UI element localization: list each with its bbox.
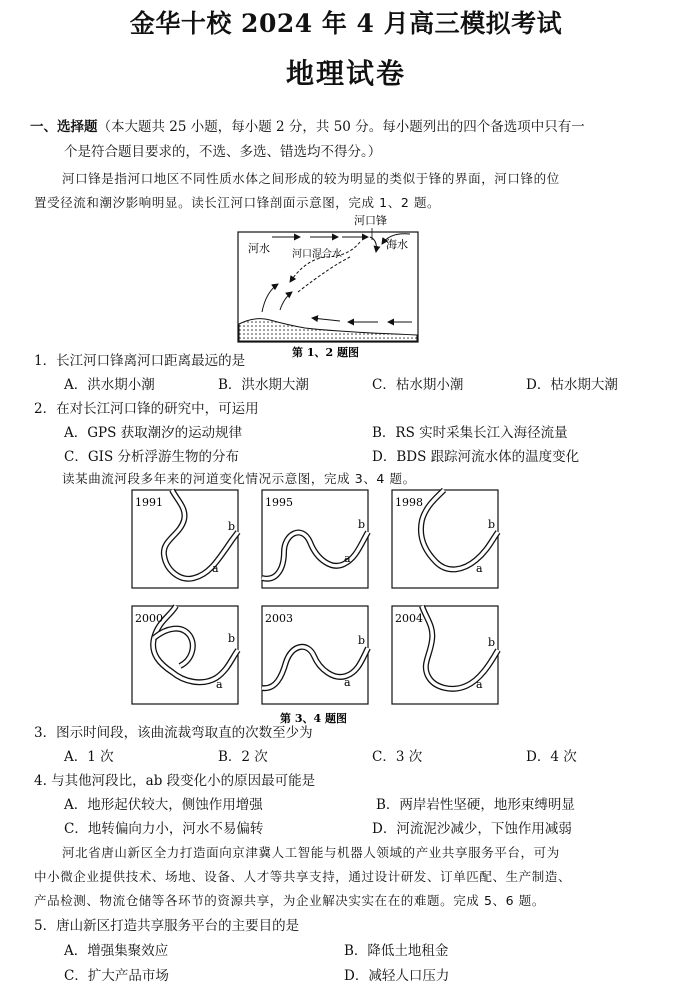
panel-label-a-2000: a xyxy=(216,678,223,691)
label-sea-water: 海水 xyxy=(386,238,408,251)
panel-label-a-1998: a xyxy=(476,562,483,575)
figure-1-caption: 第 1、2 题图 xyxy=(292,346,359,359)
meander-change-figure xyxy=(128,488,504,724)
exam-subtitle: 地理试卷 xyxy=(285,57,406,90)
q4-option-d: D．河流泥沙减少，下蚀作用减弱 xyxy=(372,821,572,837)
passage-3-line-2: 中小微企业提供技术、场地、设备、人才等共享支持，通过设计研发、订单匹配、生产制造、 xyxy=(34,869,572,884)
meander-panel-2003 xyxy=(262,606,368,704)
section-instructions: （本大题共 25 小题，每小题 2 分，共 50 分。每小题列出的四个备选项中只有一 xyxy=(97,119,585,135)
panel-label-a-1995: a xyxy=(344,552,351,565)
passage-2-line-1: 读某曲流河段多年来的河道变化情况示意图，完成 3、4 题。 xyxy=(62,471,416,486)
panel-year-2000: 2000 xyxy=(135,612,163,625)
meander-panel-1991 xyxy=(132,490,238,588)
section-instructions-cont: 个是符合题目要求的，不选、多选、错选均不得分。） xyxy=(64,144,382,160)
panel-label-a-1991: a xyxy=(212,562,219,575)
meander-panel-2000 xyxy=(132,606,238,704)
question-1-stem: 1．长江河口锋离河口距离最远的是 xyxy=(34,353,246,369)
q3-option-b: B．2 次 xyxy=(218,749,268,765)
q5-option-c: C．扩大产品市场 xyxy=(64,968,169,984)
exam-title: 金华十校 2024 年 4 月高三模拟考试 xyxy=(129,9,563,38)
question-4-stem: 4. 与其他河段比，ab 段变化小的原因最可能是 xyxy=(34,773,316,789)
label-mixed-water: 河口混合水 xyxy=(292,249,342,260)
estuary-front-diagram xyxy=(230,212,430,360)
panel-label-b-2004: b xyxy=(488,636,496,649)
q4-option-a: A．地形起伏较大，侧蚀作用增强 xyxy=(64,797,263,813)
q1-option-d: D．枯水期大潮 xyxy=(526,377,618,393)
panel-label-a-2004: a xyxy=(476,678,483,691)
figure-2-caption: 第 3、4 题图 xyxy=(280,712,347,724)
q4-option-c: C．地转偏向力小，河水不易偏转 xyxy=(64,821,264,837)
question-5-stem: 5．唐山新区打造共享服务平台的主要目的是 xyxy=(34,918,300,934)
q5-option-b: B．降低土地租金 xyxy=(344,943,449,959)
q4-option-b: B．两岸岩性坚硬，地形束缚明显 xyxy=(376,797,575,813)
q5-option-d: D．减轻人口压力 xyxy=(344,968,450,984)
panel-label-b-1998: b xyxy=(488,518,496,531)
panel-year-2003: 2003 xyxy=(265,612,293,625)
q1-option-c: C．枯水期小潮 xyxy=(372,377,464,393)
question-2-stem: 2．在对长江河口锋的研究中，可运用 xyxy=(34,401,259,417)
panel-year-1998: 1998 xyxy=(395,496,423,509)
label-river-water: 河水 xyxy=(248,242,270,255)
meander-panel-1995 xyxy=(262,490,368,588)
q3-option-d: D．4 次 xyxy=(526,749,577,765)
passage-1-line-1: 河口锋是指河口地区不同性质水体之间形成的较为明显的类似于锋的界面，河口锋的位 xyxy=(62,171,560,186)
section-heading-line xyxy=(30,118,585,136)
panel-year-1995: 1995 xyxy=(265,496,293,509)
question-3-stem: 3．图示时间段，该曲流裁弯取直的次数至少为 xyxy=(34,725,313,741)
passage-3-line-3: 产品检测、物流仓储等各环节的资源共享，为企业解决实实在在的难题。完成 5、6 题。 xyxy=(34,893,545,908)
label-estuary-front: 河口锋 xyxy=(354,214,387,227)
q3-option-c: C．3 次 xyxy=(372,749,423,765)
panel-label-b-1995: b xyxy=(358,518,366,531)
panel-label-b-2000: b xyxy=(228,632,236,645)
q2-option-b: B．RS 实时采集长江入海径流量 xyxy=(372,425,568,441)
q3-option-a: A．1 次 xyxy=(64,749,114,765)
panel-label-b-1991: b xyxy=(228,520,236,533)
q1-option-b: B．洪水期大潮 xyxy=(218,377,309,393)
passage-1-line-2: 置受径流和潮汐影响明显。读长江河口锋剖面示意图，完成 1、2 题。 xyxy=(34,195,441,210)
q2-option-c: C．GIS 分析浮游生物的分布 xyxy=(64,449,239,465)
panel-year-2004: 2004 xyxy=(395,612,423,625)
panel-label-a-2003: a xyxy=(344,676,351,689)
meander-panel-1998 xyxy=(392,490,498,588)
panel-year-1991: 1991 xyxy=(135,496,163,509)
q5-option-a: A．增强集聚效应 xyxy=(64,943,169,959)
q2-option-a: A．GPS 获取潮汐的运动规律 xyxy=(64,425,243,441)
passage-3-line-1: 河北省唐山新区全力打造面向京津冀人工智能与机器人领域的产业共享服务平台，可为 xyxy=(62,845,560,860)
meander-panel-2004 xyxy=(392,606,498,704)
q2-option-d: D．BDS 跟踪河流水体的温度变化 xyxy=(372,449,580,465)
panel-label-b-2003: b xyxy=(358,634,366,647)
section-heading: 一、选择题 xyxy=(30,119,98,135)
q1-option-a: A．洪水期小潮 xyxy=(64,377,155,393)
